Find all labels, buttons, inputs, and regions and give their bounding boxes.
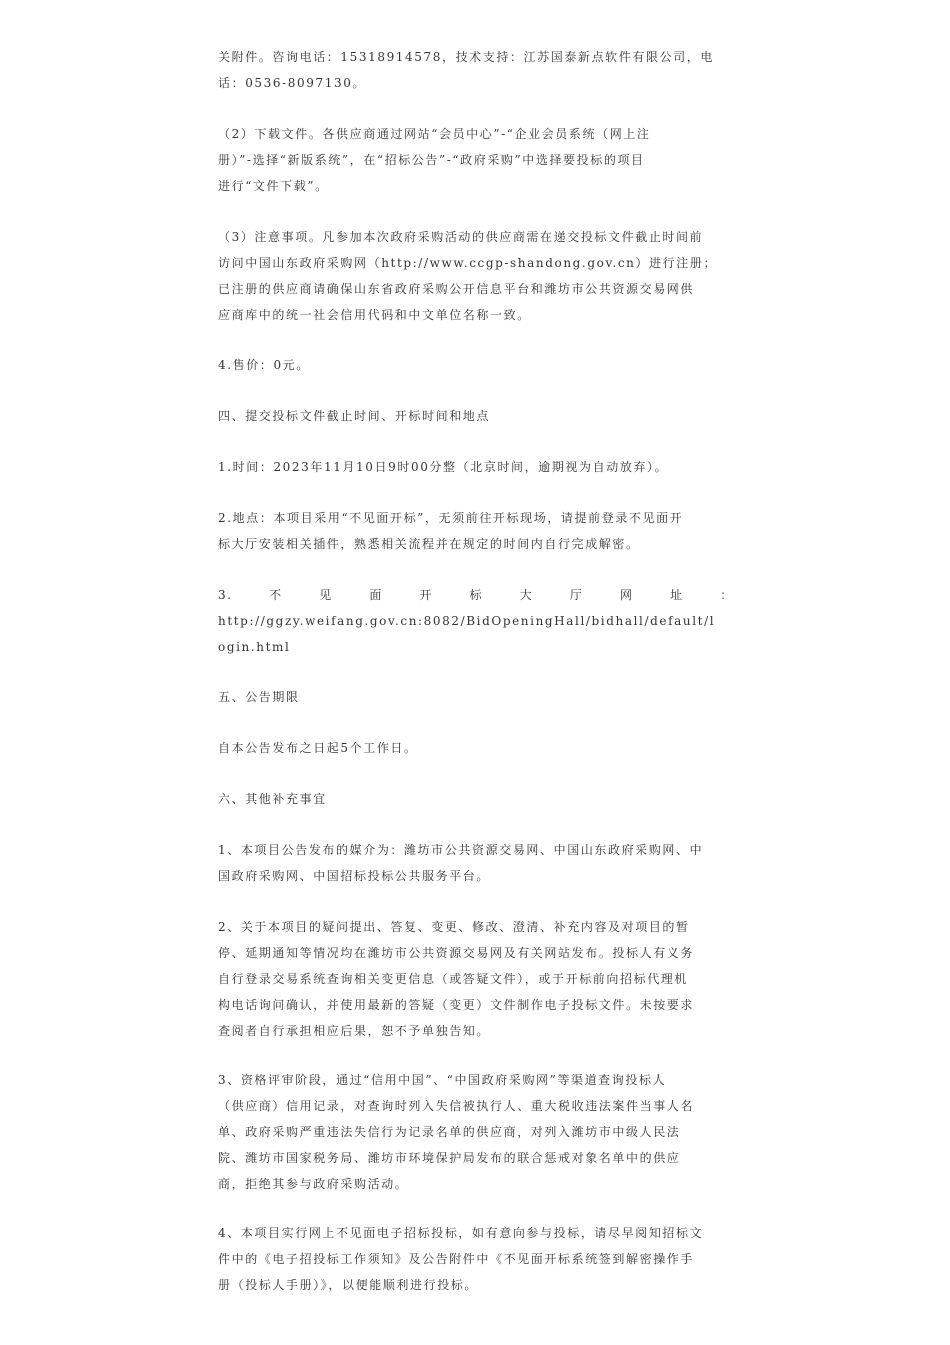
heading-char: 面 xyxy=(369,588,384,602)
text-line: 标大厅安装相关插件，熟悉相关流程并在规定的时间内自行完成解密。 xyxy=(218,537,640,551)
heading-char: 厅 xyxy=(569,588,584,602)
text-line: 已注册的供应商请确保山东省政府采购公开信息平台和潍坊市公共资源交易网供 xyxy=(218,282,695,296)
section-heading-4 xyxy=(218,403,734,429)
text-line: 国政府采购网、中国招标投标公共服务平台。 xyxy=(218,869,491,883)
text-line: 查阅者自行承担相应后果，恕不予单独告知。 xyxy=(218,1024,491,1038)
heading-char: 不 xyxy=(269,588,283,602)
contact-paragraph xyxy=(218,44,734,96)
text-line: 件中的《电子招投标工作须知》及公告附件中《不见面开标系统签到解密操作手 xyxy=(218,1252,695,1266)
text-line: 话：0536-8097130。 xyxy=(218,76,367,90)
notice-paragraph xyxy=(218,224,734,328)
text-line: 单、政府采购严重违法失信行为记录名单的供应商，对列入潍坊市中级人民法 xyxy=(218,1125,681,1139)
text-line: 五、公告期限 xyxy=(218,690,300,704)
questions-paragraph xyxy=(218,914,734,1044)
section-heading-6 xyxy=(218,786,734,812)
text-line: 册）”-选择“新版系统”，在“招标公告”-“政府采购”中选择要投标的项目 xyxy=(218,153,645,167)
heading-char: 标 xyxy=(469,588,484,602)
text-line: 应商库中的统一社会信用代码和中文单位名称一致。 xyxy=(218,308,531,322)
text-line: （3）注意事项。凡参加本次政府采购活动的供应商需在递交投标文件截止时间前 xyxy=(218,230,704,244)
text-line: （供应商）信用记录，对查询时列入失信被执行人、重大税收违法案件当事人名 xyxy=(218,1099,695,1113)
text-line: 六、其他补充事宜 xyxy=(218,792,327,806)
hall-url-link[interactable]: ogin.html xyxy=(218,640,291,654)
media-paragraph xyxy=(218,837,734,889)
text-line: 册（投标人手册）》，以便能顺利进行投标。 xyxy=(218,1278,479,1292)
section-heading-5 xyxy=(218,684,734,710)
text-line: 院、潍坊市国家税务局、潍坊市环境保护局发布的联合惩戒对象名单中的供应 xyxy=(218,1151,681,1165)
text-line: 关附件。咨询电话：15318914578，技术支持：江苏国泰新点软件有限公司，电 xyxy=(218,50,714,64)
text-line: 进行“文件下载”。 xyxy=(218,179,329,193)
text-line: 访问中国山东政府采购网（http://www.ccgp-shandong.gov.cn）进行注册； xyxy=(218,256,718,270)
heading-char: 见 xyxy=(319,588,333,602)
text-line: 1.时间：2023年11月10日9时00分整（北京时间，逾期视为自动放弃）。 xyxy=(218,460,669,474)
heading-char: 开 xyxy=(419,588,434,602)
text-line: （2）下载文件。各供应商通过网站“会员中心”-“企业会员系统（网上注 xyxy=(218,127,651,141)
text-line: 1、本项目公告发布的媒介为：潍坊市公共资源交易网、中国山东政府采购网、中 xyxy=(218,843,704,857)
text-line: 自本公告发布之日起5个工作日。 xyxy=(218,741,418,755)
period-paragraph xyxy=(218,735,734,761)
heading-char: 网 xyxy=(620,588,634,602)
hall-url-paragraph xyxy=(218,582,734,660)
hall-url-heading xyxy=(218,582,734,608)
time-paragraph xyxy=(218,454,734,480)
online-bidding-paragraph xyxy=(218,1220,734,1298)
location-paragraph xyxy=(218,505,734,557)
text-line: 商，拒绝其参与政府采购活动。 xyxy=(218,1177,409,1191)
heading-char: 3. xyxy=(218,588,233,602)
heading-char: 大 xyxy=(519,588,534,602)
text-line: 四、提交投标文件截止时间、开标时间和地点 xyxy=(218,409,491,423)
download-paragraph xyxy=(218,121,734,199)
text-line: 2、关于本项目的疑问提出、答复、变更、修改、澄清、补充内容及对项目的暂 xyxy=(218,920,690,934)
hall-url-link[interactable]: http://ggzy.weifang.gov.cn:8082/BidOpeningHall/bidhall/default/l xyxy=(218,614,716,628)
text-line: 2.地点：本项目采用“不见面开标”，无须前往开标现场，请提前登录不见面开 xyxy=(218,511,684,525)
credit-paragraph xyxy=(218,1067,734,1197)
text-line: 4、本项目实行网上不见面电子招标投标，如有意向参与投标，请尽早阅知招标文 xyxy=(218,1226,704,1240)
text-line: 构电话询问确认，并使用最新的答疑（变更）文件制作电子投标文件。未按要求 xyxy=(218,998,695,1012)
price-paragraph xyxy=(218,352,734,378)
text-line: 3、资格评审阶段，通过“信用中国”、“中国政府采购网”等渠道查询投标人 xyxy=(218,1073,667,1087)
text-line: 自行登录交易系统查询相关变更信息（或答疑文件），或于开标前向招标代理机 xyxy=(218,972,689,986)
text-line: 停、延期通知等情况均在潍坊市公共资源交易网及有关网站发布。投标人有义务 xyxy=(218,946,695,960)
heading-char: ： xyxy=(720,588,734,602)
text-line: 4.售价：0元。 xyxy=(218,358,310,372)
heading-char: 址 xyxy=(670,588,684,602)
